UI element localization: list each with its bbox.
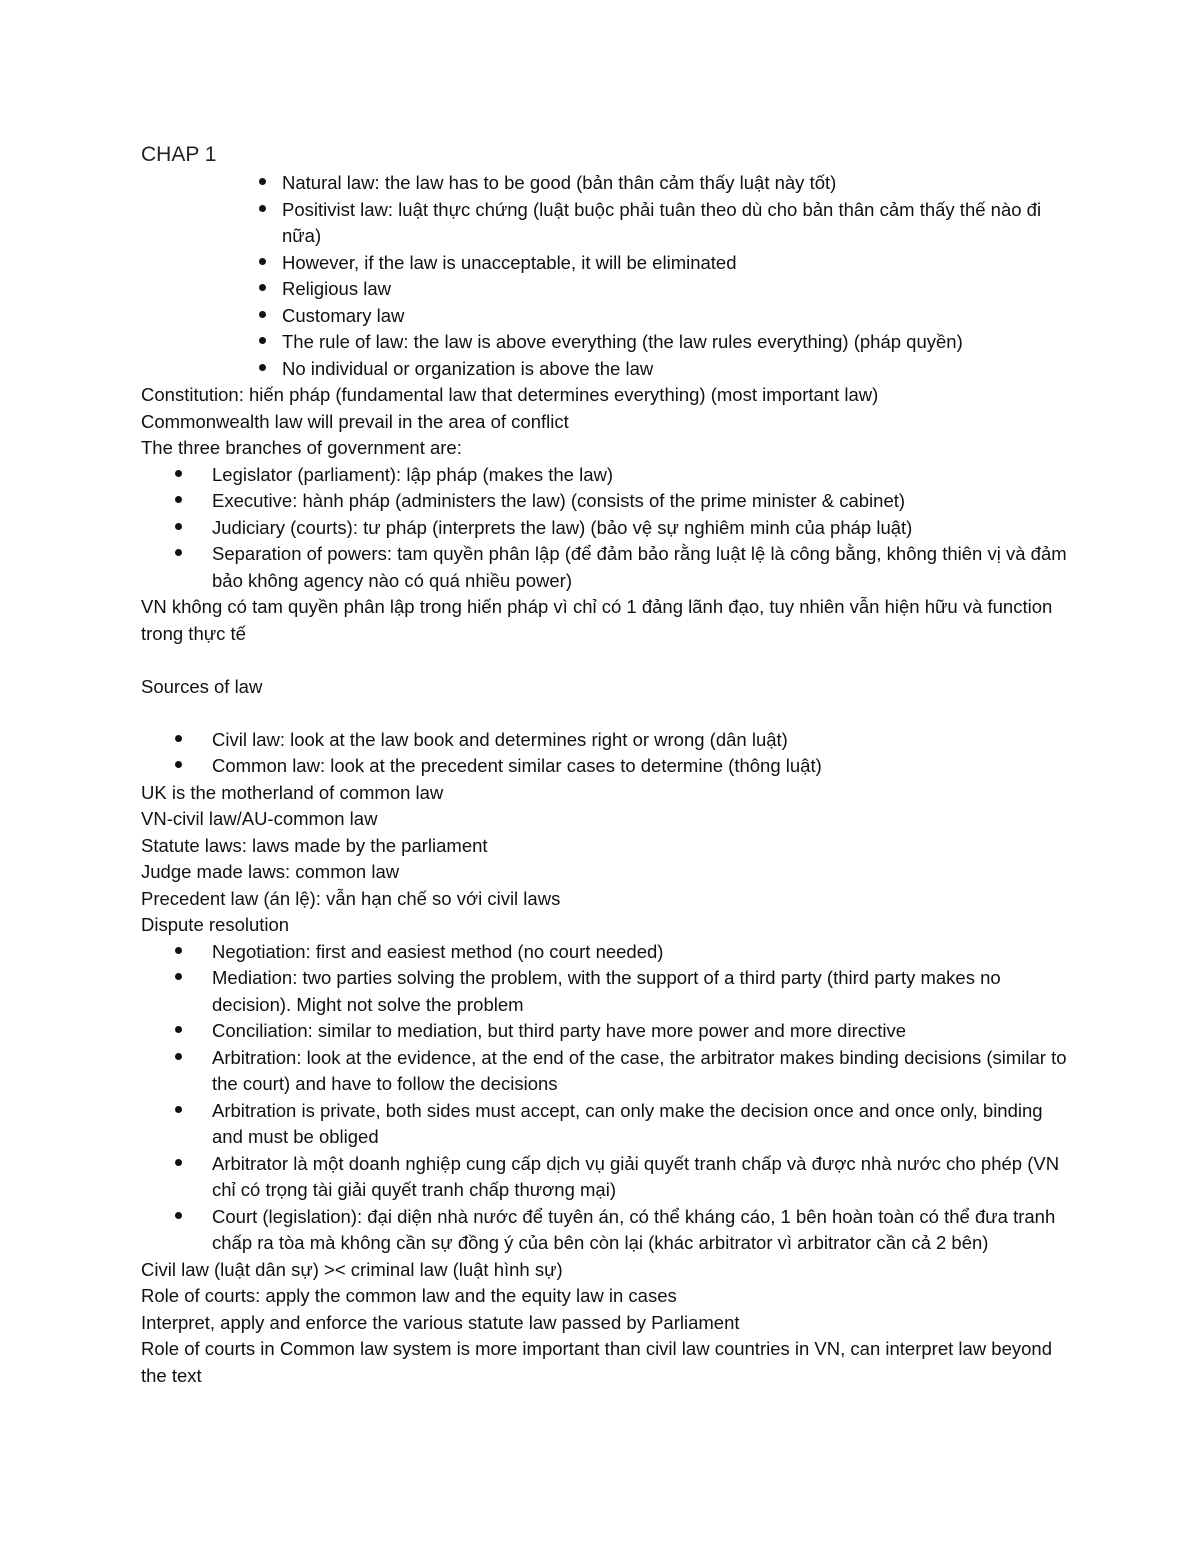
paragraph-commonwealth: Commonwealth law will prevail in the area of conflict — [141, 410, 569, 432]
paragraph-constitution: Constitution: hiến pháp (fundamental law that determines everything) (most important law) — [141, 384, 879, 405]
paragraph-role-common-law: Role of courts in Common law system is more important than civil law countries in VN, can interpret law beyond the text — [141, 1338, 1052, 1386]
list-item: Conciliation: similar to mediation, but third party have more power and more directive — [212, 1018, 1071, 1045]
paragraph-judge: Judge made laws: common law — [141, 861, 400, 882]
paragraph-vn: VN không có tam quyền phân lập trong hiến pháp vì chỉ có 1 đảng lãnh đạo, tuy nhiên vẫn hiện hữu và function trong thực tế — [141, 596, 1053, 644]
list-item: Positivist law: luật thực chứng (luật buộc phải tuân theo dù cho bản thân cảm thấy thế nào đi nữa) — [282, 197, 1071, 250]
branches-bullet-list — [141, 462, 1071, 595]
paragraph-vn-au: VN-civil law/AU-common law — [141, 808, 378, 829]
list-item: Legislator (parliament): lập pháp (makes the law) — [212, 462, 1071, 489]
paragraph-sources-heading: Sources of law — [141, 675, 263, 697]
chapter-bullet-list — [141, 170, 1071, 382]
list-item: Civil law: look at the law book and determines right or wrong (dân luật) — [212, 727, 1071, 754]
list-item: Court (legislation): đại diện nhà nước để tuyên án, có thể kháng cáo, 1 bên hoàn toàn có thể đưa tranh chấp ra tòa mà không cần sự đồng ý của bên còn lại (khác arbitrator vì arbitrator cần cả 2 bên) — [212, 1204, 1071, 1257]
paragraph-dispute: Dispute resolution — [141, 914, 290, 935]
list-item: Arbitration is private, both sides must accept, can only make the decision once and once only, binding and must be obliged — [212, 1098, 1071, 1151]
paragraph-civil-criminal: Civil law (luật dân sự) >< criminal law (luật hình sự) — [141, 1258, 563, 1280]
list-item: The rule of law: the law is above everything (the law rules everything) (pháp quyền) — [282, 329, 1071, 356]
blank-line — [141, 647, 1071, 674]
list-item: Negotiation: first and easiest method (no court needed) — [212, 939, 1071, 966]
paragraph-branches: The three branches of government are: — [141, 437, 462, 458]
list-item: Customary law — [282, 303, 1071, 330]
sources-bullet-list — [141, 727, 1071, 780]
list-item: No individual or organization is above the law — [282, 356, 1071, 383]
paragraph-precedent: Precedent law (án lệ): vẫn hạn chế so với civil laws — [141, 887, 561, 909]
list-item: Arbitrator là một doanh nghiệp cung cấp dịch vụ giải quyết tranh chấp và được nhà nước cho phép (VN chỉ có trọng tài giải quyết tranh chấp thương mại) — [212, 1151, 1071, 1204]
paragraph-role-of-courts: Role of courts: apply the common law and the equity law in cases — [141, 1285, 677, 1306]
list-item: Arbitration: look at the evidence, at the end of the case, the arbitrator makes binding decisions (similar to the court) and have to follow the decisions — [212, 1045, 1071, 1098]
document-body — [141, 140, 1071, 1389]
paragraph-uk: UK is the motherland of common law — [141, 781, 444, 803]
list-item: Mediation: two parties solving the problem, with the support of a third party (third party makes no decision). Might not solve the problem — [212, 965, 1071, 1018]
paragraph-interpret: Interpret, apply and enforce the various statute law passed by Parliament — [141, 1311, 740, 1333]
list-item: Natural law: the law has to be good (bản thân cảm thấy luật này tốt) — [282, 170, 1071, 197]
list-item: Separation of powers: tam quyền phân lập (để đảm bảo rằng luật lệ là công bằng, không thiên vị và đảm bảo không agency nào có quá nhiều power) — [212, 541, 1071, 594]
chapter-heading: CHAP 1 — [141, 143, 217, 166]
blank-line — [141, 700, 1071, 727]
dispute-bullet-list — [141, 939, 1071, 1257]
paragraph-statute: Statute laws: laws made by the parliament — [141, 834, 488, 856]
list-item: Religious law — [282, 276, 1071, 303]
list-item: However, if the law is unacceptable, it will be eliminated — [282, 250, 1071, 277]
list-item: Judiciary (courts): tư pháp (interprets the law) (bảo vệ sự nghiêm minh của pháp luật) — [212, 515, 1071, 542]
list-item: Common law: look at the precedent similar cases to determine (thông luật) — [212, 753, 1071, 780]
list-item: Executive: hành pháp (administers the law) (consists of the prime minister & cabinet) — [212, 488, 1071, 515]
